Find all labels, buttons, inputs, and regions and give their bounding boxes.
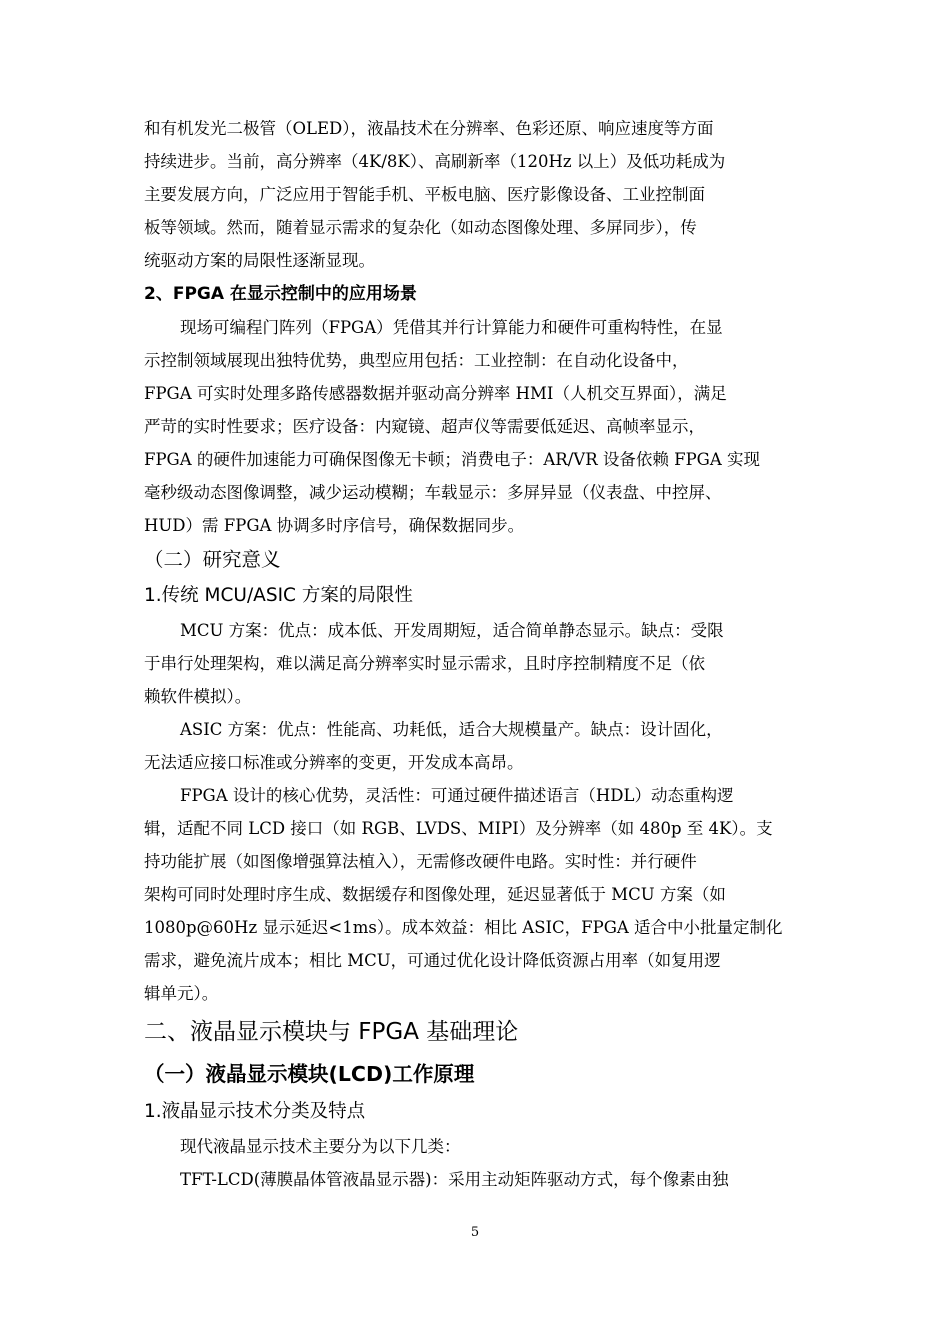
text-line: 赖软件模拟）。	[144, 687, 252, 706]
paragraph	[144, 779, 810, 1010]
paragraph	[144, 112, 810, 277]
text-line: 无法适应接口标准或分辨率的变更，开发成本高昂。	[144, 753, 524, 772]
text-line: FPGA 的硬件加速能力可确保图像无卡顿；消费电子：AR/VR 设备依赖 FPGA 实现	[144, 450, 761, 469]
text-line: 统驱动方案的局限性逐渐显现。	[144, 251, 375, 270]
paragraph	[144, 713, 810, 779]
page-body	[144, 112, 810, 1196]
text-line: FPGA 设计的核心优势，灵活性：可通过硬件描述语言（HDL）动态重构逻	[180, 786, 734, 805]
text-line: 1080p@60Hz 显示延迟<1ms）。成本效益：相比 ASIC，FPGA 适合中小批量定制化	[144, 918, 783, 937]
text-line: 毫秒级动态图像调整，减少运动模糊；车载显示：多屏异显（仪表盘、中控屏、	[144, 483, 722, 502]
text-line: 现代液晶显示技术主要分为以下几类：	[180, 1137, 461, 1156]
section-heading: （一）液晶显示模块(LCD)工作原理	[144, 1062, 475, 1086]
text-line: HUD）需 FPGA 协调多时序信号，确保数据同步。	[144, 516, 525, 535]
text-line: 架构可同时处理时序生成、数据缓存和图像处理，延迟显著低于 MCU 方案（如	[144, 885, 726, 904]
page-number: 5	[470, 1225, 480, 1240]
paragraph	[144, 614, 810, 713]
subsection-heading: 1.传统 MCU/ASIC 方案的局限性	[144, 585, 413, 606]
text-line: 主要发展方向，广泛应用于智能手机、平板电脑、医疗影像设备、工业控制面	[144, 185, 705, 204]
text-line: ASIC 方案：优点：性能高、功耗低，适合大规模量产。缺点：设计固化，	[180, 720, 723, 739]
text-line: FPGA 可实时处理多路传感器数据并驱动高分辨率 HMI（人机交互界面），满足	[144, 384, 727, 403]
text-line: 现场可编程门阵列（FPGA）凭借其并行计算能力和硬件可重构特性，在显	[180, 318, 723, 337]
subsection-heading: 1.液晶显示技术分类及特点	[144, 1101, 366, 1122]
text-line: 示控制领域展现出独特优势，典型应用包括：工业控制：在自动化设备中，	[144, 351, 689, 370]
chapter-heading: 二、液晶显示模块与 FPGA 基础理论	[144, 1019, 519, 1045]
section-heading: （二）研究意义	[144, 548, 281, 571]
text-line: TFT-LCD(薄膜晶体管液晶显示器)：采用主动矩阵驱动方式，每个像素由独	[180, 1170, 729, 1189]
text-line: 持续进步。当前，高分辨率（4K/8K）、高刷新率（120Hz 以上）及低功耗成为	[144, 152, 726, 171]
paragraph	[144, 1130, 810, 1196]
text-line: MCU 方案：优点：成本低、开发周期短，适合简单静态显示。缺点：受限	[180, 621, 724, 640]
text-line: 板等领域。然而，随着显示需求的复杂化（如动态图像处理、多屏同步），传	[144, 218, 697, 237]
text-line: 和有机发光二极管（OLED），液晶技术在分辨率、色彩还原、响应速度等方面	[144, 119, 714, 138]
text-line: 于串行处理架构，难以满足高分辨率实时显示需求，且时序控制精度不足（依	[144, 654, 705, 673]
section-heading: 2、FPGA 在显示控制中的应用场景	[144, 284, 417, 304]
text-line: 严苛的实时性要求；医疗设备：内窥镜、超声仪等需要低延迟、高帧率显示，	[144, 417, 705, 436]
text-line: 持功能扩展（如图像增强算法植入），无需修改硬件电路。实时性：并行硬件	[144, 852, 697, 871]
text-line: 辑，适配不同 LCD 接口（如 RGB、LVDS、MIPI）及分辨率（如 480p 至 4K）。支	[144, 819, 773, 838]
paragraph	[144, 311, 810, 542]
text-line: 辑单元）。	[144, 984, 219, 1003]
text-line: 需求，避免流片成本；相比 MCU，可通过优化设计降低资源占用率（如复用逻	[144, 951, 721, 970]
